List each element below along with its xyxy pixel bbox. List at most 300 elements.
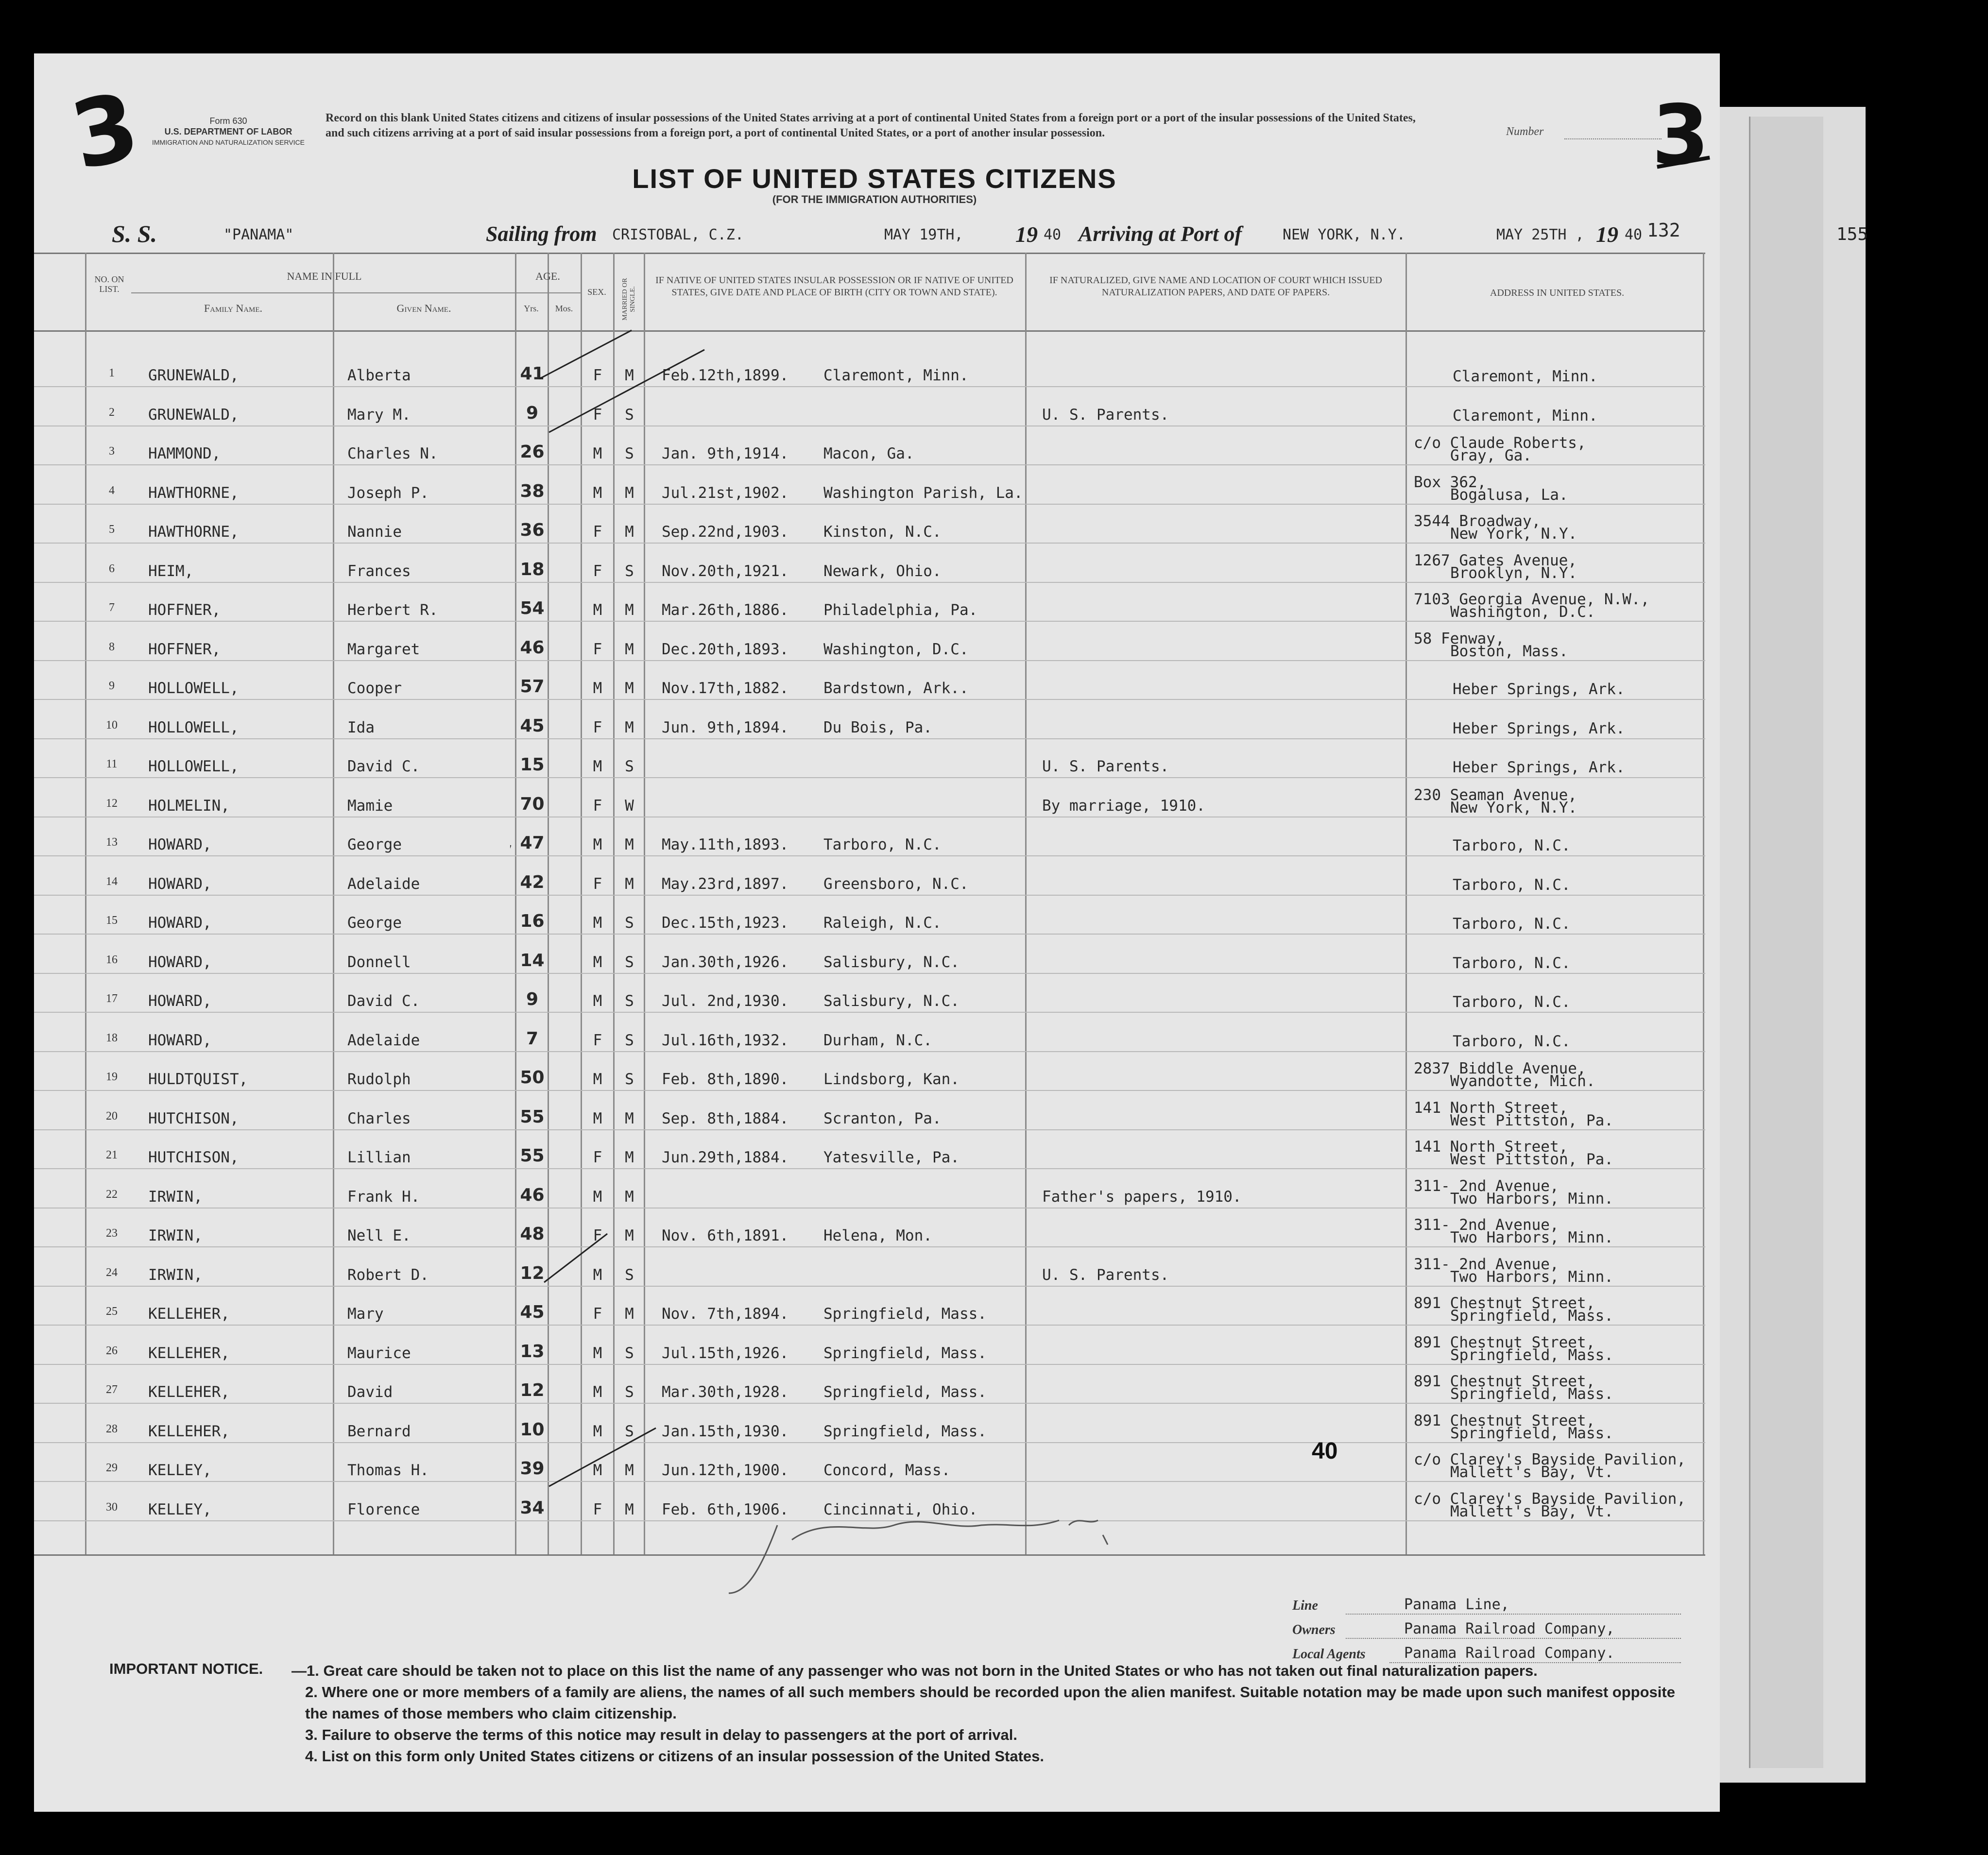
given-name: Mamie [347, 797, 393, 815]
sex: M [593, 836, 602, 853]
marital-status: S [625, 1266, 634, 1284]
address-line-1: 2837 Biddle Avenue, [1414, 1060, 1586, 1077]
header-native: IF NATIVE OF UNITED STATES INSULAR POSSESSION OR IF NATIVE OF UNITED STATES, GIVE DATE AND PLACE OF BIRTH (CITY OR TOWN AND STATE). [655, 275, 1013, 298]
from-port: CRISTOBAL, C.Z. [612, 226, 744, 243]
birth-date: Jul.16th,1932. [662, 1031, 789, 1049]
age-years: 42 [520, 872, 545, 892]
marital-status: M [625, 1227, 634, 1244]
sex: F [593, 1305, 602, 1323]
sex: F [593, 523, 602, 541]
row-number: 22 [106, 1188, 118, 1201]
sex: M [593, 1071, 602, 1088]
row-number: 4 [109, 484, 115, 497]
address-line-2: New York, N.Y. [1450, 525, 1577, 543]
line-value: Panama Line, [1404, 1596, 1509, 1613]
name-subheader-rule [131, 292, 515, 293]
birth-place: Philadelphia, Pa. [823, 601, 978, 619]
marital-status: W [625, 797, 634, 815]
birth-date: Dec.15th,1923. [662, 914, 789, 932]
row-number: 19 [106, 1071, 118, 1083]
marital-status: M [625, 484, 634, 502]
family-name: HULDTQUIST, [148, 1071, 248, 1088]
to-year: 40 [1625, 226, 1643, 243]
row-number: 10 [106, 718, 118, 732]
sex: M [593, 1266, 602, 1284]
sex: M [593, 1383, 602, 1401]
agents-label: Local Agents [1292, 1647, 1366, 1662]
sex: M [593, 992, 602, 1010]
birth-place: Newark, Ohio. [823, 562, 942, 580]
birth-date: May.11th,1893. [662, 836, 789, 853]
sex: M [593, 484, 602, 502]
edge-page-number: 155 [1836, 224, 1868, 244]
family-name: HOWARD, [148, 992, 212, 1010]
given-name: Ida [347, 718, 375, 736]
birth-place: Salisbury, N.C. [823, 992, 960, 1010]
address-line-2: Brooklyn, N.Y. [1450, 564, 1577, 582]
stamp-number: 40 [1312, 1438, 1338, 1464]
age-years: 54 [520, 598, 545, 618]
from-year-prefix: 19 [1015, 222, 1038, 247]
address-line-2: Springfield, Mass. [1450, 1424, 1613, 1442]
given-name: Charles N. [347, 445, 438, 462]
number-underline [1564, 138, 1662, 139]
address-line-2: Tarboro, N.C. [1453, 837, 1571, 854]
sex: M [593, 1422, 602, 1440]
age-years: 10 [520, 1419, 545, 1440]
birth-place: Springfield, Mass. [823, 1344, 987, 1362]
age-years: 39 [520, 1459, 545, 1479]
row-number: 17 [106, 992, 118, 1005]
birth-place: Helena, Mon. [823, 1227, 932, 1244]
voyage-line [112, 220, 1696, 249]
naturalization: U. S. Parents. [1042, 758, 1169, 775]
age-years: 57 [520, 677, 545, 697]
birth-place: Kinston, N.C. [823, 523, 942, 541]
sex: F [593, 1149, 602, 1166]
corner-handwritten-number: 3 [62, 72, 148, 191]
address-line-1: 891 Chestnut Street, [1414, 1294, 1595, 1312]
address-line-2: West Pittston, Pa. [1450, 1151, 1613, 1168]
address-line-1: 141 North Street, [1414, 1138, 1568, 1156]
table-row [0, 364, 1988, 406]
age-years: 45 [520, 1302, 545, 1322]
given-name: Lillian [347, 1149, 411, 1166]
marital-status: M [625, 836, 634, 853]
address-line-2: Claremont, Minn. [1453, 407, 1598, 425]
address-line-2: New York, N.Y. [1450, 799, 1577, 817]
marital-status: S [625, 1422, 634, 1440]
table-top-rule [34, 253, 1705, 254]
birth-date: Jul. 2nd,1930. [662, 992, 789, 1010]
family-name: HOWARD, [148, 875, 212, 893]
naturalization: Father's papers, 1910. [1042, 1188, 1242, 1206]
birth-place: Washington, D.C. [823, 640, 969, 658]
row-number: 16 [106, 953, 118, 966]
row-number: 28 [106, 1422, 118, 1435]
birth-date: Feb.12th,1899. [662, 367, 789, 384]
marital-status: S [625, 445, 634, 462]
given-name: Thomas H. [347, 1462, 429, 1479]
row-number: 6 [109, 562, 115, 575]
given-name: Florence [347, 1500, 420, 1518]
address-line-1: 891 Chestnut Street, [1414, 1412, 1595, 1430]
family-name: HUTCHISON, [148, 1109, 239, 1127]
family-name: KELLEHER, [148, 1422, 230, 1440]
birth-date: Jan. 9th,1914. [662, 445, 789, 462]
address-line-2: Bogalusa, La. [1450, 486, 1568, 504]
address-line-1: c/o Clarey's Bayside Pavilion, [1414, 1490, 1686, 1508]
birth-place: Springfield, Mass. [823, 1383, 987, 1401]
birth-date: Mar.26th,1886. [662, 601, 789, 619]
address-line-2: Springfield, Mass. [1450, 1346, 1613, 1364]
to-port: NEW YORK, N.Y. [1283, 226, 1405, 243]
given-name: Herbert R. [347, 601, 438, 619]
marital-status: M [625, 523, 634, 541]
family-name: KELLEY, [148, 1500, 212, 1518]
birth-place: Claremont, Minn. [823, 367, 969, 384]
family-name: HOLLOWELL, [148, 718, 239, 736]
address-line-1: c/o Claude Roberts, [1414, 434, 1586, 452]
row-number: 21 [106, 1149, 118, 1161]
row-number: 20 [106, 1109, 118, 1123]
family-name: HEIM, [148, 562, 194, 580]
address-line-1: 230 Seaman Avenue, [1414, 786, 1577, 804]
address-line-2: Washington, D.C. [1450, 603, 1595, 621]
age-years: 38 [520, 481, 545, 501]
age-years: 15 [520, 755, 545, 775]
row-number: 13 [106, 836, 118, 849]
given-name: Bernard [347, 1422, 411, 1440]
row-number: 12 [106, 797, 118, 810]
birth-date: May.23rd,1897. [662, 875, 789, 893]
family-name: HOFFNER, [148, 640, 221, 658]
service-name: IMMIGRATION AND NATURALIZATION SERVICE [152, 138, 305, 146]
address-line-2: Tarboro, N.C. [1453, 876, 1571, 894]
given-name: Donnell [347, 953, 411, 971]
marital-status: S [625, 1383, 634, 1401]
address-line-1: Box 362, [1414, 473, 1487, 491]
age-years: 26 [520, 442, 545, 462]
family-name: IRWIN, [148, 1188, 203, 1206]
age-years: 41 [520, 364, 545, 384]
given-name: Frank H. [347, 1188, 420, 1206]
address-line-2: Heber Springs, Ark. [1453, 681, 1625, 698]
table-row [0, 833, 1988, 875]
address-line-1: c/o Clarey's Bayside Pavilion, [1414, 1451, 1686, 1468]
birth-place: Cincinnati, Ohio. [823, 1500, 978, 1518]
marital-status: M [625, 680, 634, 697]
family-name: KELLEY, [148, 1462, 212, 1479]
birth-date: Jul.21st,1902. [662, 484, 789, 502]
age-years: 34 [520, 1498, 545, 1518]
sex: M [593, 1188, 602, 1206]
address-line-2: West Pittston, Pa. [1450, 1111, 1613, 1129]
given-name: Nell E. [347, 1227, 411, 1244]
marital-status: M [625, 1500, 634, 1518]
row-number: 8 [109, 640, 115, 653]
address-line-1: 311- 2nd Avenue, [1414, 1177, 1559, 1195]
address-line-2: Tarboro, N.C. [1453, 993, 1571, 1011]
family-name: HOWARD, [148, 953, 212, 971]
address-line-1: 141 North Street, [1414, 1099, 1568, 1117]
naturalization: U. S. Parents. [1042, 1266, 1169, 1284]
birth-place: Durham, N.C. [823, 1031, 932, 1049]
row-number: 1 [109, 367, 115, 379]
sex: F [593, 1031, 602, 1049]
address-line-2: Two Harbors, Minn. [1450, 1229, 1613, 1246]
birth-date: Nov.20th,1921. [662, 562, 789, 580]
sex: M [593, 680, 602, 697]
birth-date: Jan.30th,1926. [662, 953, 789, 971]
age-years: 45 [520, 715, 545, 736]
table-row [0, 677, 1988, 718]
given-name: Adelaide [347, 875, 420, 893]
department-name: U.S. DEPARTMENT OF LABOR [164, 127, 292, 136]
age-years: 16 [520, 911, 545, 931]
table-row [0, 911, 1988, 953]
birth-date: Feb. 6th,1906. [662, 1500, 789, 1518]
row-number: 24 [106, 1266, 118, 1279]
sex: F [593, 406, 602, 424]
address-line-2: Mallett's Bay, Vt. [1450, 1464, 1613, 1481]
form-intro-text: Record on this blank United States citizens and citizens of insular possessions of the United States arriving at a port of continental United States from a foreign port or a port of the insular possessions of the United States, and such citizens arriving at a port of said insular possessions from a foreign port, a port of continental United States, or a port of another insular possession. [326, 112, 1416, 139]
family-name: KELLEHER, [148, 1305, 230, 1323]
birth-date: Jul.15th,1926. [662, 1344, 789, 1362]
birth-place: Macon, Ga. [823, 445, 914, 462]
birth-place: Springfield, Mass. [823, 1305, 987, 1323]
notice-item-1: —1. Great care should be taken not to place on this list the name of any passenger who was not born in the United States or who has not taken out final naturalization papers. [291, 1662, 1538, 1679]
form-agency-block [146, 116, 311, 148]
age-years: 9 [526, 403, 539, 423]
given-name: Alberta [347, 367, 411, 384]
handwritten-signature [719, 1496, 1156, 1603]
arriving-label: Arriving at Port of [1079, 222, 1242, 246]
agents-value: Panama Railroad Company. [1404, 1645, 1615, 1662]
marital-status: S [625, 1071, 634, 1088]
family-name: HAWTHORNE, [148, 523, 239, 541]
birth-date: Jun. 9th,1894. [662, 718, 789, 736]
age-years: 46 [520, 637, 545, 658]
sex: F [593, 1500, 602, 1518]
header-yrs: Yrs. [524, 304, 539, 313]
naturalization: U. S. Parents. [1042, 406, 1169, 424]
sex: F [593, 367, 602, 384]
given-name: Robert D. [347, 1266, 429, 1284]
marital-status: S [625, 914, 634, 932]
number-handwritten: 3 [1652, 87, 1710, 184]
sex: M [593, 953, 602, 971]
family-name: IRWIN, [148, 1227, 203, 1244]
sailing-from-label: Sailing from [486, 222, 597, 246]
given-name: Mary M. [347, 406, 411, 424]
row-number: 3 [109, 445, 115, 458]
age-years: 12 [520, 1263, 545, 1283]
given-name: Mary [347, 1305, 384, 1323]
marital-status: M [625, 1462, 634, 1479]
birth-place: Salisbury, N.C. [823, 953, 960, 971]
given-name: David [347, 1383, 393, 1401]
family-name: GRUNEWALD, [148, 367, 239, 384]
birth-place: Lindsborg, Kan. [823, 1071, 960, 1088]
family-name: HOLLOWELL, [148, 680, 239, 697]
family-name: HOWARD, [148, 914, 212, 932]
birth-date: Nov.17th,1882. [662, 680, 789, 697]
birth-place: Yatesville, Pa. [823, 1149, 960, 1166]
sex: M [593, 1344, 602, 1362]
address-line-1: 891 Chestnut Street, [1414, 1333, 1595, 1351]
row-number: 27 [106, 1383, 118, 1396]
form-title: LIST OF UNITED STATES CITIZENS [632, 163, 1117, 194]
line-label: Line [1292, 1598, 1318, 1613]
notice-heading: IMPORTANT NOTICE. [109, 1660, 263, 1677]
family-name: HAWTHORNE, [148, 484, 239, 502]
given-name: Charles [347, 1109, 411, 1127]
family-name: KELLEHER, [148, 1344, 230, 1362]
sex: F [593, 718, 602, 736]
address-line-1: 311- 2nd Avenue, [1414, 1216, 1559, 1234]
notice-items [291, 1660, 1700, 1767]
age-years: 18 [520, 559, 545, 579]
marital-status: M [625, 601, 634, 619]
address-line-2: Boston, Mass. [1450, 642, 1568, 660]
row-number: 9 [109, 680, 115, 692]
birth-date: Sep. 8th,1884. [662, 1109, 789, 1127]
age-years: 70 [520, 794, 545, 814]
sex: M [593, 758, 602, 775]
birth-place: Bardstown, Ark.. [823, 680, 969, 697]
header-address: ADDRESS IN UNITED STATES. [1490, 288, 1625, 298]
header-family-name: Family Name. [204, 302, 263, 314]
row-number: 25 [106, 1305, 118, 1318]
marital-status: S [625, 562, 634, 580]
marital-status: M [625, 875, 634, 893]
age-years: 7 [526, 1028, 539, 1049]
sex: M [593, 1109, 602, 1127]
family-name: HOLLOWELL, [148, 758, 239, 775]
address-line-2: Springfield, Mass. [1450, 1307, 1613, 1325]
owners-label: Owners [1292, 1622, 1336, 1637]
given-name: Rudolph [347, 1071, 411, 1088]
owners-underline [1346, 1638, 1681, 1639]
given-name: Margaret [347, 640, 420, 658]
notice-item-4: 4. List on this form only United States citizens or citizens of an insular possession of the United States. [305, 1748, 1044, 1765]
sex: F [593, 562, 602, 580]
address-line-2: Mallett's Bay, Vt. [1450, 1502, 1613, 1520]
row-number: 26 [106, 1344, 118, 1357]
sex: F [593, 875, 602, 893]
header-naturalized: IF NATURALIZED, GIVE NAME AND LOCATION OF COURT WHICH ISSUED NATURALIZATION PAPERS, AND DATE OF PAPERS. [1049, 275, 1382, 298]
given-name: Frances [347, 562, 411, 580]
given-name: George [347, 836, 402, 853]
birth-place: Tarboro, N.C. [823, 836, 942, 853]
marital-status: M [625, 640, 634, 658]
table-row [0, 989, 1988, 1031]
naturalization: By marriage, 1910. [1042, 797, 1205, 815]
row-number: 7 [109, 601, 115, 614]
given-name: David C. [347, 758, 420, 775]
given-name: George [347, 914, 402, 932]
age-years: 55 [520, 1106, 545, 1127]
birth-date: Nov. 6th,1891. [662, 1227, 789, 1244]
birth-date: Jun.29th,1884. [662, 1149, 789, 1166]
age-years: 13 [520, 1341, 545, 1361]
header-given-name: Given Name. [396, 302, 451, 314]
age-subheader-rule [515, 292, 581, 293]
row-number: 29 [106, 1462, 118, 1474]
row-number: 30 [106, 1500, 118, 1514]
marital-status: S [625, 758, 634, 775]
birth-date: Jun.12th,1900. [662, 1462, 789, 1479]
handwritten-check-marks [510, 311, 714, 1554]
sex: F [593, 797, 602, 815]
marital-status: S [625, 406, 634, 424]
owners-value: Panama Railroad Company, [1404, 1620, 1615, 1637]
table-row [0, 786, 1988, 836]
age-years: 9 [526, 989, 539, 1009]
header-no: NO. ON LIST. [94, 274, 124, 294]
birth-place: Springfield, Mass. [823, 1422, 987, 1440]
address-line-2: Springfield, Mass. [1450, 1385, 1613, 1403]
age-years: 48 [520, 1224, 545, 1244]
marital-status: S [625, 953, 634, 971]
row-number: 5 [109, 523, 115, 536]
sex: M [593, 914, 602, 932]
header-name-in-full: NAME IN FULL [287, 270, 362, 282]
age-years: 46 [520, 1185, 545, 1205]
birth-place: Scranton, Pa. [823, 1109, 942, 1127]
table-row [0, 950, 1988, 992]
notice-item-2: 2. Where one or more members of a family are aliens, the names of all such members should be recorded upon the alien manifest. Suitable notation may be made upon such manifest opposite the names of those members who claim citizenship. [305, 1684, 1675, 1722]
table-header-rule [34, 330, 1705, 332]
age-years: 50 [520, 1068, 545, 1088]
address-line-2: Heber Springs, Ark. [1453, 759, 1625, 776]
birth-place: Washington Parish, La. [823, 484, 1023, 502]
family-name: HOWARD, [148, 836, 212, 853]
address-line-1: 311- 2nd Avenue, [1414, 1255, 1559, 1273]
address-line-2: Tarboro, N.C. [1453, 915, 1571, 933]
address-line-2: Tarboro, N.C. [1453, 954, 1571, 972]
address-line-1: 3544 Broadway, [1414, 512, 1541, 530]
given-name: Maurice [347, 1344, 411, 1362]
form-subtitle: (FOR THE IMMIGRATION AUTHORITIES) [772, 193, 977, 205]
age-years: 14 [520, 950, 545, 970]
address-line-2: Tarboro, N.C. [1453, 1032, 1571, 1050]
family-name: HAMMOND, [148, 445, 221, 462]
address-line-2: Gray, Ga. [1450, 447, 1532, 464]
birth-place: Raleigh, N.C. [823, 914, 942, 932]
page-number: 132 [1647, 220, 1680, 241]
marital-status: S [625, 1344, 634, 1362]
table-row [0, 872, 1988, 914]
sex: F [593, 640, 602, 658]
marital-status: M [625, 1305, 634, 1323]
header-mos: Mos. [555, 304, 573, 313]
birth-date: Nov. 7th,1894. [662, 1305, 789, 1323]
ship-name: "PANAMA" [223, 226, 294, 243]
notice-item-3: 3. Failure to observe the terms of this notice may result in delay to passengers at the port of arrival. [305, 1726, 1018, 1743]
family-name: HOLMELIN, [148, 797, 230, 815]
row-number: 11 [106, 758, 118, 770]
family-name: HOWARD, [148, 1031, 212, 1049]
family-name: KELLEHER, [148, 1383, 230, 1401]
birth-date: Feb. 8th,1890. [662, 1071, 789, 1088]
form-number: Form 630 [209, 116, 247, 126]
row-number: 23 [106, 1227, 118, 1240]
age-years: 12 [520, 1380, 545, 1400]
age-years: 36 [520, 520, 545, 540]
family-name: IRWIN, [148, 1266, 203, 1284]
